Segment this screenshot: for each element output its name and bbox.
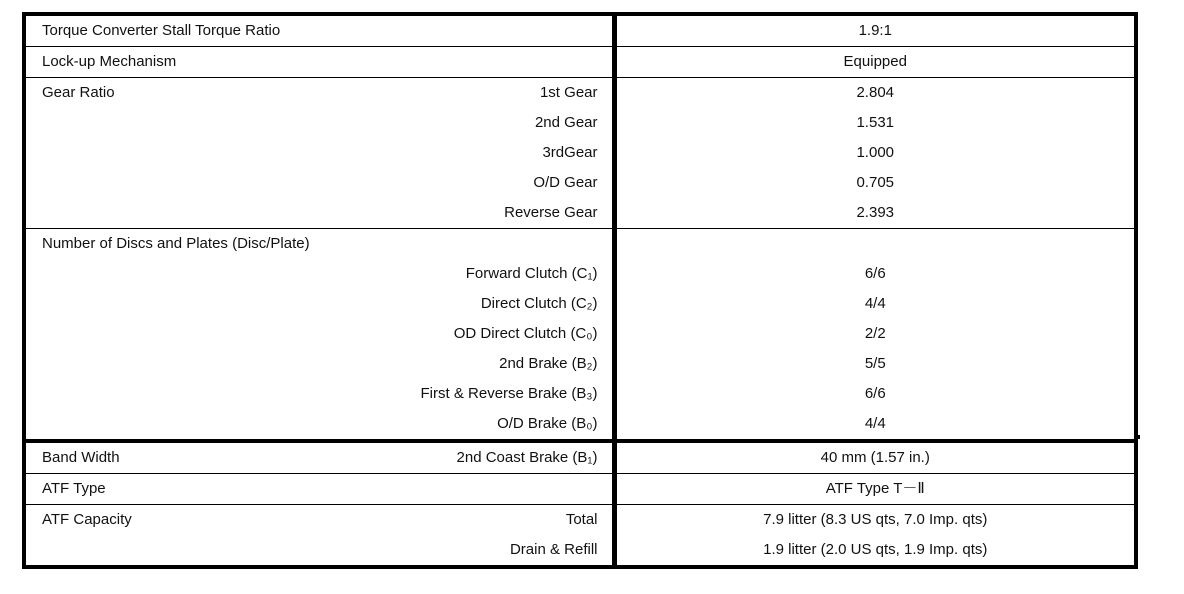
forward-clutch-label: Forward Clutch (C₁) (465, 265, 598, 282)
row-atf-capacity-total (24, 505, 1136, 536)
row-gear-1st (24, 78, 1136, 109)
empty-cell (24, 259, 236, 289)
atf-capacity-label: ATF Capacity (24, 505, 236, 536)
row-first-reverse-brake (24, 379, 1136, 409)
band-width-label: Band Width (24, 441, 236, 474)
row-direct-clutch (24, 289, 1136, 319)
empty-cell (24, 108, 236, 138)
gear-reverse-value: 2.393 (614, 198, 1136, 229)
atf-type-value: ATF Type T－Ⅱ (614, 474, 1136, 505)
row-discs-header (24, 229, 1136, 260)
gear-3rd-label: 3rdGear (542, 144, 598, 161)
empty-cell (24, 319, 236, 349)
row-forward-clutch (24, 259, 1136, 289)
direct-clutch-label: Direct Clutch (C₂) (480, 295, 598, 312)
transmission-spec-table (22, 12, 1138, 569)
discs-label: Number of Discs and Plates (Disc/Plate) (24, 229, 614, 260)
gear-1st-value: 2.804 (614, 78, 1136, 109)
atf-refill-value: 1.9 litter (2.0 US qts, 1.9 Imp. qts) (614, 535, 1136, 567)
second-brake-label: 2nd Brake (B₂) (499, 355, 598, 372)
forward-clutch-value: 6/6 (614, 259, 1136, 289)
gear-1st-label: 1st Gear (236, 78, 614, 109)
atf-type-label: ATF Type (24, 474, 614, 505)
empty-cell (614, 229, 1136, 260)
row-od-direct-clutch (24, 319, 1136, 349)
row-torque-ratio (24, 14, 1136, 47)
row-band-width (24, 441, 1136, 474)
empty-cell (24, 289, 236, 319)
atf-total-label: Total (236, 505, 614, 536)
first-reverse-brake-label: First & Reverse Brake (B₃) (420, 385, 598, 402)
lockup-value: Equipped (614, 47, 1136, 78)
empty-cell (24, 138, 236, 168)
torque-ratio-label: Torque Converter Stall Torque Ratio (42, 22, 281, 39)
atf-total-value: 7.9 litter (8.3 US qts, 7.0 Imp. qts) (614, 505, 1136, 536)
row-gear-2nd (24, 108, 1136, 138)
od-direct-clutch-value: 2/2 (614, 319, 1136, 349)
gear-2nd-value: 1.531 (614, 108, 1136, 138)
empty-cell (24, 379, 236, 409)
band-width-value: 40 mm (1.57 in.) (614, 441, 1136, 474)
gear-ratio-label: Gear Ratio (24, 78, 236, 109)
row-gear-od (24, 168, 1136, 198)
row-atf-type (24, 474, 1136, 505)
row-gear-3rd (24, 138, 1136, 168)
direct-clutch-value: 4/4 (614, 289, 1136, 319)
row-od-brake (24, 409, 1136, 441)
gear-reverse-label: Reverse Gear (504, 204, 598, 221)
second-brake-value: 5/5 (614, 349, 1136, 379)
gear-2nd-label: 2nd Gear (534, 114, 598, 131)
row-lockup (24, 47, 1136, 78)
gear-od-label: O/D Gear (533, 174, 598, 191)
lockup-label: Lock-up Mechanism (24, 47, 614, 78)
od-brake-label: O/D Brake (B₀) (497, 415, 598, 432)
empty-cell (24, 168, 236, 198)
empty-cell (24, 409, 236, 441)
coast-brake-label: 2nd Coast Brake (B₁) (236, 441, 614, 474)
torque-ratio-value: 1.9:1 (614, 14, 1136, 47)
empty-cell (24, 198, 236, 229)
row-gear-reverse (24, 198, 1136, 229)
row-atf-capacity-refill (24, 535, 1136, 567)
gear-3rd-value: 1.000 (614, 138, 1136, 168)
empty-cell (24, 349, 236, 379)
od-direct-clutch-label: OD Direct Clutch (C₀) (453, 325, 598, 342)
od-brake-value: 4/4 (614, 409, 1136, 441)
separator-overhang (1136, 435, 1140, 439)
empty-cell (24, 535, 236, 567)
first-reverse-brake-value: 6/6 (614, 379, 1136, 409)
gear-od-value: 0.705 (614, 168, 1136, 198)
atf-refill-label: Drain & Refill (509, 541, 598, 558)
row-2nd-brake (24, 349, 1136, 379)
